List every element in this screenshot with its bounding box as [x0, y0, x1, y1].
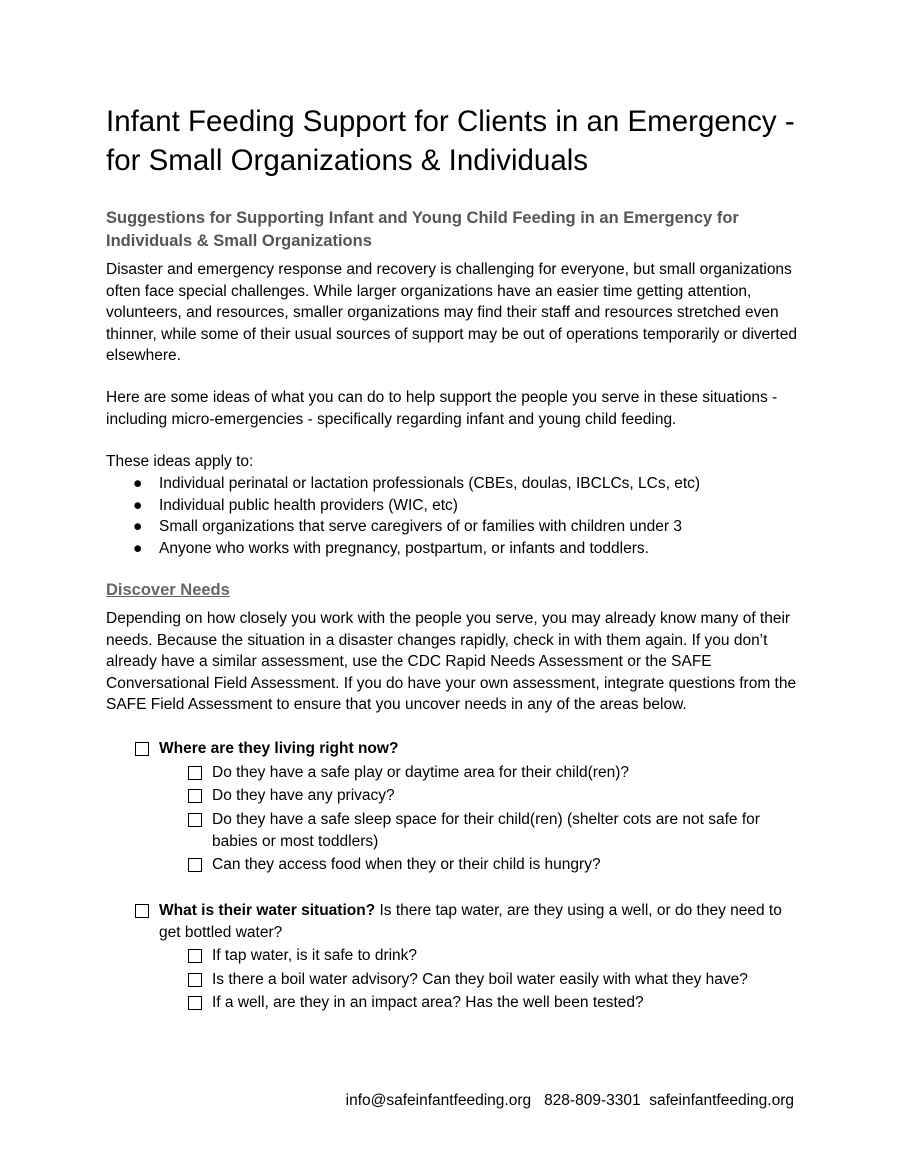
document-subtitle: Suggestions for Supporting Infant and Young Child Feeding in an Emergency for Individuals & Small Organizations [106, 209, 739, 250]
document-title: Infant Feeding Support for Clients in an Emergency - for Small Organizations & Individuals [106, 105, 795, 177]
applies-to-list [106, 473, 700, 559]
bullet-icon: ● [133, 539, 143, 557]
bullet-icon: ● [133, 475, 143, 492]
bullet-icon: ● [133, 518, 143, 535]
checkbox-icon[interactable] [135, 904, 149, 918]
checklist-item[interactable]: Do they have any privacy? [212, 785, 806, 807]
bullet-icon: ● [133, 496, 143, 514]
list-item: ● Small organizations that serve caregivers of or families with children under 3 [106, 516, 700, 538]
section-paragraph: Depending on how closely you work with the people you serve, you may already know many of their needs. Because the situation in a disaster changes rapidly, check in with them again. If you don’t already have a similar assessment, use the CDC Rapid Needs Assessment or the SAFE Conversational Field Assessment. If you do have your own assessment, integrate questions from the SAFE Field Assessment to ensure that you uncover needs in any of the areas below. [106, 610, 797, 713]
checkbox-icon[interactable] [188, 996, 202, 1010]
checkbox-icon[interactable] [188, 813, 202, 827]
checkbox-icon[interactable] [135, 742, 149, 756]
checklist-item[interactable]: Can they access food when they or their child is hungry? [212, 854, 806, 876]
footer-website[interactable]: safeinfantfeeding.org [649, 1092, 794, 1109]
checkbox-icon[interactable] [188, 973, 202, 987]
checkbox-icon[interactable] [188, 789, 202, 803]
intro-paragraph-2: Here are some ideas of what you can do to help support the people you serve in these situations - including micro-emergencies - specifically regarding infant and young child feeding. [106, 389, 778, 428]
page-footer [346, 1090, 794, 1111]
checklist-question[interactable]: What is their water situation? Is there tap water, are they using a well, or do they need to get bottled water? [159, 900, 804, 943]
checklist-question[interactable]: Where are they living right now? [159, 738, 806, 760]
checklist-item[interactable]: Is there a boil water advisory? Can they boil water easily with what they have? [212, 969, 806, 991]
list-item: ● Individual public health providers (WIC, etc) [106, 495, 700, 517]
footer-email[interactable]: info@safeinfantfeeding.org [345, 1092, 532, 1109]
checklist-item[interactable]: If a well, are they in an impact area? Has the well been tested? [212, 992, 806, 1014]
applies-to-label: These ideas apply to: [106, 453, 254, 470]
footer-phone: 828-809-3301 [544, 1092, 641, 1109]
checklist-item[interactable]: Do they have a safe sleep space for their child(ren) (shelter cots are not safe for babies or most toddlers) [212, 809, 802, 852]
list-item: ● Anyone who works with pregnancy, postpartum, or infants and toddlers. [106, 538, 700, 560]
intro-paragraph-1: Disaster and emergency response and recovery is challenging for everyone, but small organizations often face special challenges. While larger organizations have an easier time getting attention, volunteers, and resources, smaller organizations may find their staff and resources stretched even thinner, while some of their usual sources of support may be out of operations temporarily or diverted elsewhere. [106, 261, 797, 364]
section-heading: Discover Needs [106, 581, 230, 599]
checklist-item[interactable]: If tap water, is it safe to drink? [212, 945, 806, 967]
checkbox-icon[interactable] [188, 949, 202, 963]
list-item: ● Individual perinatal or lactation professionals (CBEs, doulas, IBCLCs, LCs, etc) [106, 473, 700, 495]
checklist-item[interactable]: Do they have a safe play or daytime area for their child(ren)? [212, 762, 806, 784]
checkbox-icon[interactable] [188, 858, 202, 872]
checkbox-icon[interactable] [188, 766, 202, 780]
